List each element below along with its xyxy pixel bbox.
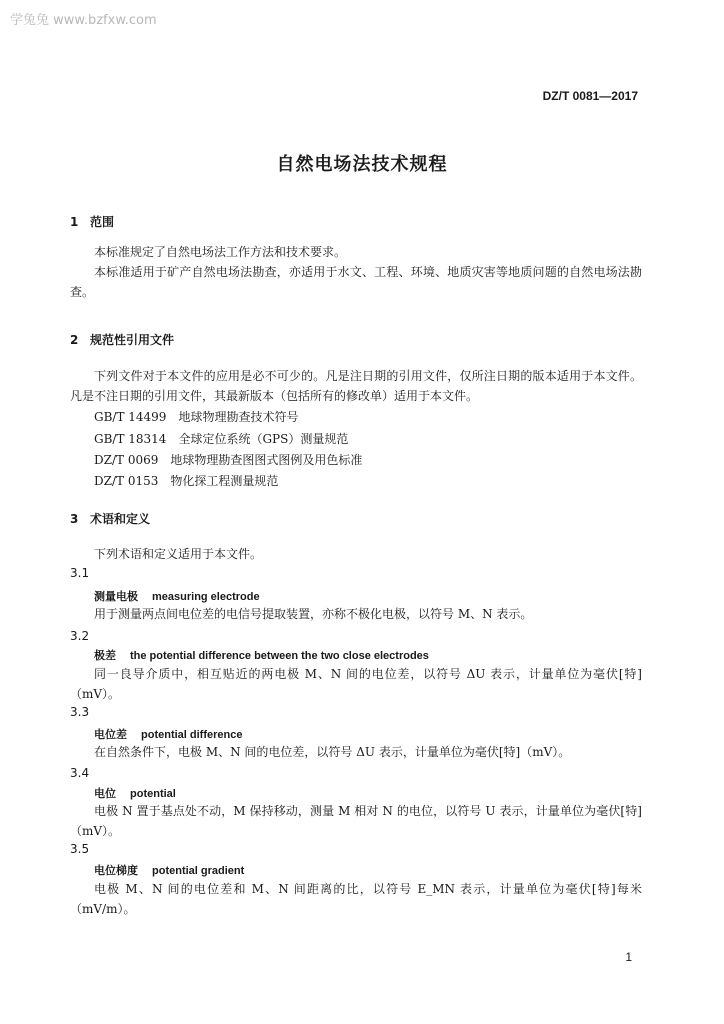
term-chinese: 电位 [94,787,116,800]
term-number: 3.2 [70,629,90,643]
reference-item: DZ/T 0069 地球物理勘查图图式图例及用色标准 [94,453,363,467]
term-definition: 电极 M、N 间的电位差和 M、N 间距离的比，以符号 E_MN 表示，计量单位为毫伏[特]每米（mV/m）。 [70,882,642,916]
section-2-heading [70,331,174,348]
term-definition: 在自然条件下，电极 M、N 间的电位差，以符号 ΔU 表示，计量单位为毫伏[特]（mV）。 [94,745,571,759]
section-title: 术语和定义 [90,512,151,526]
term-number: 3.1 [70,566,90,580]
terms-intro: 下列术语和定义适用于本文件。 [94,547,263,561]
term-number: 3.4 [70,766,90,780]
term-english: potential gradient [152,865,245,877]
term-chinese: 电位梯度 [94,864,138,877]
document-title: 自然电场法技术规程 [276,154,448,175]
term-heading [94,647,429,663]
scope-paragraph-2: 本标准适用于矿产自然电场法勘查，亦适用于水文、工程、环境、地质灾害等地质问题的自然电场法勘查。 [70,265,642,299]
reference-item: GB/T 14499 地球物理勘查技术符号 [94,410,299,424]
term-chinese: 极差 [94,649,116,662]
reference-item: GB/T 18314 全球定位系统（GPS）测量规范 [94,432,349,446]
term-chinese: 电位差 [94,728,127,741]
term-number: 3.3 [70,705,90,719]
section-number: 1 [70,215,79,229]
term-english: potential [130,788,176,800]
term-number: 3.5 [70,842,90,856]
term-heading [94,588,260,604]
term-english: measuring electrode [152,591,260,603]
section-1-heading [70,213,114,230]
section-number: 3 [70,512,79,526]
reference-item: DZ/T 0153 物化探工程测量规范 [94,474,279,488]
section-title: 范围 [90,215,115,229]
standard-code: DZ/T 0081—2017 [542,89,638,103]
term-chinese: 测量电极 [94,590,138,603]
section-number: 2 [70,333,79,347]
scope-paragraph-1: 本标准规定了自然电场法工作方法和技术要求。 [94,245,347,259]
page-number: 1 [625,950,632,964]
term-definition: 用于测量两点间电位差的电信号提取装置，亦称不极化电极，以符号 M、N 表示。 [94,607,533,621]
term-english: the potential difference between the two close electrodes [130,650,429,662]
section-3-heading [70,510,150,527]
section-title: 规范性引用文件 [90,333,175,347]
term-english: potential difference [141,729,243,741]
references-intro: 下列文件对于本文件的应用是必不可少的。凡是注日期的引用文件，仅所注日期的版本适用于本文件。凡是不注日期的引用文件，其最新版本（包括所有的修改单）适用于本文件。 [70,369,642,403]
term-definition: 同一良导介质中，相互贴近的两电极 M、N 间的电位差，以符号 ΔU 表示，计量单位为毫伏[特]（mV）。 [70,667,642,701]
term-definition: 电极 N 置于基点处不动，M 保持移动，测量 M 相对 N 的电位，以符号 U 表示，计量单位为毫伏[特]（mV）。 [70,804,642,838]
watermark-text: 学兔兔 www.bzfxw.com [10,13,157,28]
term-heading [94,785,176,801]
term-heading [94,862,244,878]
term-heading [94,726,242,742]
